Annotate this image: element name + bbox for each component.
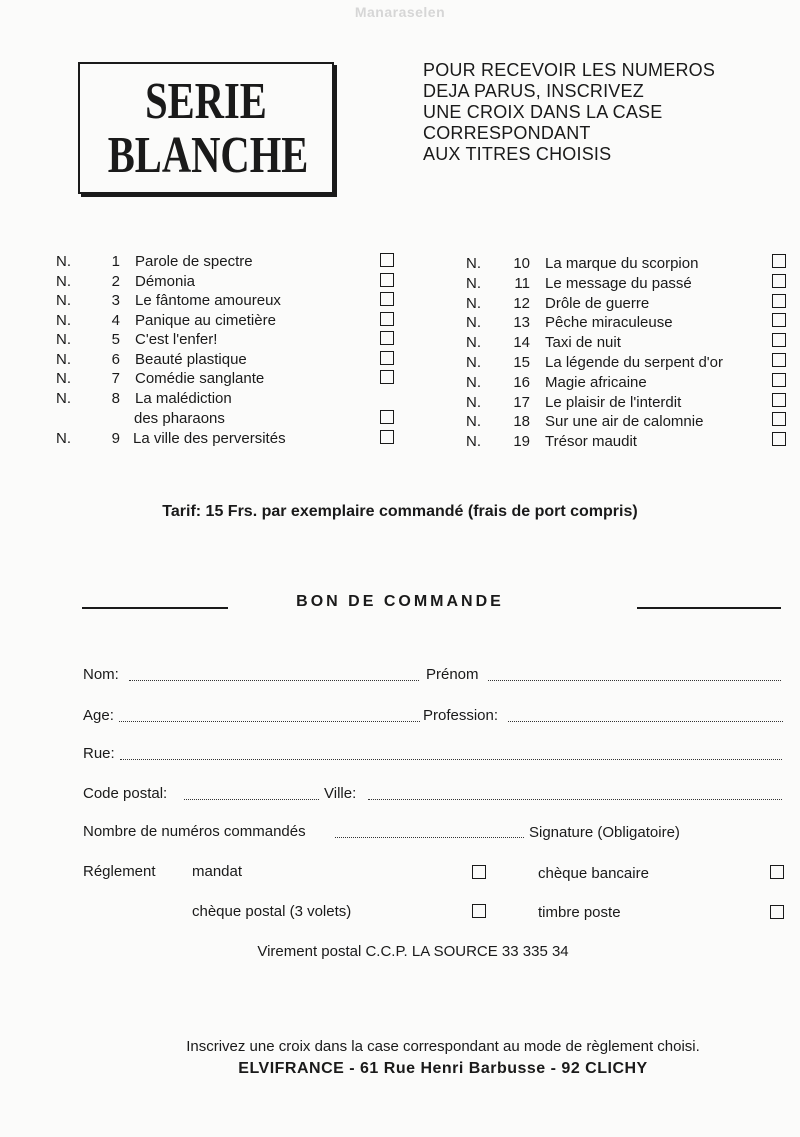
age-field[interactable]: [119, 721, 420, 722]
profession-field[interactable]: [508, 721, 783, 722]
title-number: 4: [111, 311, 120, 329]
cheque-postal-checkbox[interactable]: [472, 904, 486, 918]
title-checkbox[interactable]: [380, 351, 394, 365]
title-name: Pêche miraculeuse: [545, 314, 673, 332]
title-name-continuation: des pharaons: [134, 410, 225, 427]
intro-instructions: [423, 60, 783, 165]
title-name: La légende du serpent d'or: [545, 354, 724, 371]
title-name: Beauté plastique: [135, 350, 247, 368]
title-number: 2: [111, 272, 120, 290]
ville-label: Ville:: [324, 785, 357, 802]
age-label: Age:: [83, 707, 114, 724]
title-name: Taxi de nuit: [545, 334, 621, 352]
title-checkbox[interactable]: [380, 331, 394, 345]
nom-field[interactable]: [129, 680, 419, 681]
prenom-field[interactable]: [488, 680, 781, 681]
title-name: C'est l'enfer!: [135, 331, 218, 348]
title-name: La marque du scorpion: [545, 255, 699, 272]
title-prefix: N.: [466, 274, 481, 292]
intro-line: POUR RECEVOIR LES NUMEROS: [423, 60, 716, 80]
title-number: 10: [513, 255, 530, 272]
intro-line: AUX TITRES CHOISIS: [423, 144, 612, 164]
title-prefix: N.: [56, 272, 71, 290]
rue-label: Rue:: [83, 745, 115, 762]
prenom-label: Prénom: [426, 666, 479, 683]
title-name: Parole de spectre: [135, 253, 253, 270]
title-prefix: N.: [56, 311, 71, 329]
title-checkbox[interactable]: [772, 393, 786, 407]
title-checkbox[interactable]: [380, 430, 394, 444]
logo-line-2: BLANCHE: [107, 127, 309, 184]
title-prefix: N.: [466, 433, 481, 451]
title-prefix: N.: [56, 253, 71, 270]
title-number: 19: [513, 433, 530, 451]
title-number: 1: [111, 253, 120, 270]
title-number: 15: [513, 354, 530, 371]
title-checkbox[interactable]: [772, 412, 786, 426]
cheque-bancaire-label: chèque bancaire: [538, 865, 649, 882]
title-name: Comédie sanglante: [135, 370, 265, 387]
title-number: 12: [513, 294, 530, 312]
footer-instruction: Inscrivez une croix dans la case correspondant au mode de règlement choisi.: [186, 1038, 700, 1055]
title-checkbox[interactable]: [380, 410, 394, 424]
nom-label: Nom:: [83, 666, 119, 683]
intro-line: DEJA PARUS, INSCRIVEZ: [423, 81, 644, 101]
title-number: 7: [111, 370, 120, 387]
title-prefix: N.: [466, 294, 481, 312]
title-number: 11: [514, 274, 530, 292]
title-prefix: N.: [56, 370, 71, 387]
title-checkbox[interactable]: [380, 292, 394, 306]
title-prefix: N.: [56, 331, 71, 348]
title-prefix: N.: [56, 390, 71, 407]
serie-blanche-logo: [78, 62, 334, 194]
title-name: Drôle de guerre: [545, 294, 650, 312]
title-prefix: N.: [466, 314, 481, 332]
title-number: 6: [111, 350, 120, 368]
title-name: Magie africaine: [545, 373, 647, 391]
title-number: 3: [111, 292, 120, 309]
title-checkbox[interactable]: [380, 253, 394, 267]
title-number: 17: [513, 393, 530, 411]
title-checkbox[interactable]: [380, 370, 394, 384]
title-number: 14: [513, 334, 530, 352]
cheque-postal-label: chèque postal (3 volets): [192, 903, 352, 920]
title-name: Le fântome amoureux: [135, 292, 281, 309]
title-name: Panique au cimetière: [135, 311, 276, 329]
title-prefix: N.: [466, 413, 481, 431]
nombre-label: Nombre de numéros commandés: [83, 823, 306, 840]
title-name: Le message du passé: [545, 274, 692, 292]
reglement-label: Réglement: [83, 863, 156, 880]
title-checkbox[interactable]: [772, 254, 786, 268]
title-checkbox[interactable]: [772, 313, 786, 327]
title-checkbox[interactable]: [380, 273, 394, 287]
virement-text: Virement postal C.C.P. LA SOURCE 33 335 34: [257, 943, 569, 960]
title-prefix: N.: [466, 334, 481, 352]
footer-address: ELVIFRANCE - 61 Rue Henri Barbusse - 92 CLICHY: [238, 1060, 648, 1077]
title-name: Sur une air de calomnie: [545, 413, 704, 431]
cheque-bancaire-checkbox[interactable]: [770, 865, 784, 879]
title-checkbox[interactable]: [772, 373, 786, 387]
title-number: 18: [513, 413, 530, 431]
title-checkbox[interactable]: [772, 333, 786, 347]
watermark: Manaraselen: [354, 4, 446, 20]
nombre-field[interactable]: [335, 837, 524, 838]
title-prefix: N.: [56, 350, 71, 368]
timbre-poste-label: timbre poste: [538, 904, 621, 921]
title-checkbox[interactable]: [772, 432, 786, 446]
title-name: La ville des perversités: [133, 430, 286, 447]
title-prefix: N.: [466, 393, 481, 411]
title-number: 13: [513, 314, 530, 332]
signature-label: Signature (Obligatoire): [529, 824, 680, 841]
code-postal-field[interactable]: [184, 799, 319, 800]
title-number: 5: [111, 331, 120, 348]
title-prefix: N.: [466, 255, 481, 272]
intro-line: UNE CROIX DANS LA CASE: [423, 102, 663, 122]
profession-label: Profession:: [423, 707, 499, 724]
title-prefix: N.: [466, 354, 481, 371]
title-checkbox[interactable]: [772, 294, 786, 308]
title-number: 9: [111, 430, 120, 447]
title-number: 8: [111, 390, 120, 407]
title-checkbox[interactable]: [772, 274, 786, 288]
title-prefix: N.: [56, 292, 71, 309]
logo-line-1: SERIE: [145, 73, 267, 130]
divider-right: [637, 607, 781, 609]
title-prefix: N.: [56, 430, 71, 447]
title-prefix: N.: [466, 373, 481, 391]
tarif-text: Tarif: 15 Frs. par exemplaire commandé (frais de port compris): [162, 503, 638, 520]
order-form-title: BON DE COMMANDE: [296, 593, 504, 610]
title-number: 16: [513, 373, 530, 391]
title-name: Démonia: [135, 272, 196, 290]
title-name: Le plaisir de l'interdit: [545, 393, 682, 411]
timbre-poste-checkbox[interactable]: [770, 905, 784, 919]
mandat-label: mandat: [192, 863, 243, 880]
title-name: La malédiction: [135, 390, 232, 407]
title-checkbox[interactable]: [380, 312, 394, 326]
code-postal-label: Code postal:: [83, 785, 168, 802]
title-name: Trésor maudit: [545, 433, 637, 451]
rue-field[interactable]: [120, 759, 782, 760]
ville-field[interactable]: [368, 799, 782, 800]
title-checkbox[interactable]: [772, 353, 786, 367]
intro-line: CORRESPONDANT: [423, 123, 591, 143]
mandat-checkbox[interactable]: [472, 865, 486, 879]
